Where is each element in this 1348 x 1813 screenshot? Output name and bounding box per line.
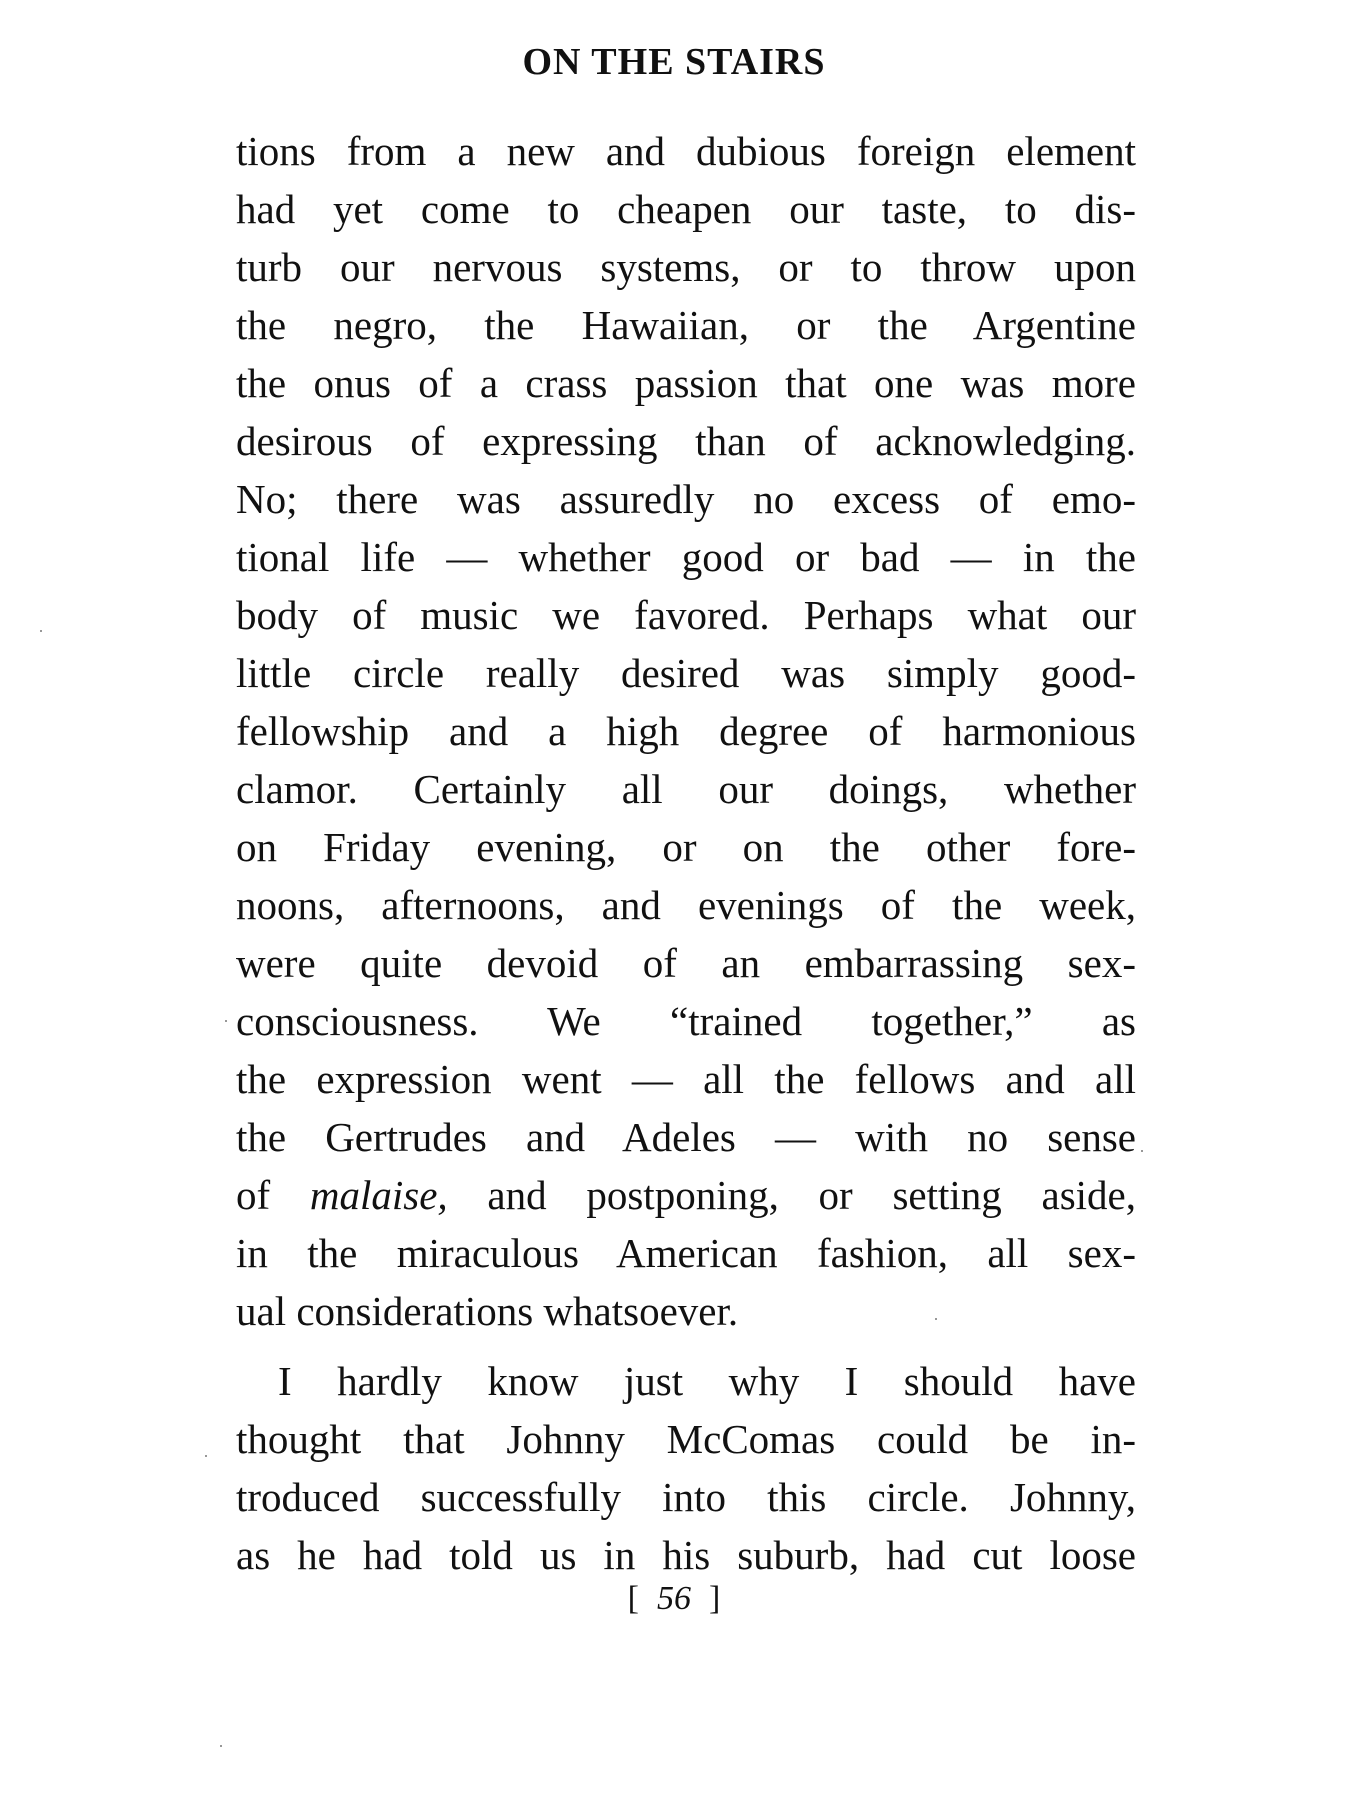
- italic-word: malaise,: [309, 1172, 448, 1218]
- text-line: consciousness. We “trained together,” as: [236, 998, 1136, 1044]
- text-line: were quite devoid of an embarrassing sex-: [236, 940, 1136, 986]
- text-line: had yet come to cheapen our taste, to dis-: [236, 186, 1136, 232]
- text-fragment: of: [236, 1172, 310, 1218]
- text-line: turb our nervous systems, or to throw upon: [236, 244, 1136, 290]
- folio-bracket-open: [: [627, 1580, 639, 1617]
- scan-speck: [935, 1318, 937, 1320]
- text-line: ual considerations whatsoever.: [236, 1288, 739, 1334]
- text-line: the expression went — all the fellows and all: [236, 1056, 1136, 1102]
- running-head: ON THE STAIRS: [522, 41, 826, 83]
- text-line: No; there was assuredly no excess of emo-: [236, 476, 1136, 522]
- text-line: clamor. Certainly all our doings, whether: [236, 766, 1136, 812]
- text-line: troduced successfully into this circle. Johnny,: [236, 1474, 1136, 1520]
- scan-speck: [40, 630, 42, 632]
- folio-bracket-close: ]: [709, 1580, 721, 1617]
- paragraph-gap: [236, 1340, 1136, 1352]
- text-line: tions from a new and dubious foreign element: [236, 128, 1136, 174]
- text-line-malaise: [236, 1166, 1136, 1224]
- text-line: desirous of expressing than of acknowledging.: [236, 418, 1136, 464]
- text-line: on Friday evening, or on the other fore-: [236, 824, 1136, 870]
- text-line: little circle really desired was simply good-: [236, 650, 1136, 696]
- scan-speck: [220, 1745, 222, 1747]
- text-line: in the miraculous American fashion, all sex-: [236, 1230, 1136, 1276]
- text-line: the Gertrudes and Adeles — with no sense: [236, 1114, 1136, 1160]
- text-line: as he had told us in his suburb, had cut loose: [236, 1532, 1136, 1578]
- text-line: fellowship and a high degree of harmonious: [236, 708, 1136, 754]
- scan-speck: [205, 1455, 207, 1457]
- scan-speck: [225, 1020, 227, 1022]
- folio-number: 56: [657, 1580, 691, 1617]
- text-line: the onus of a crass passion that one was more: [236, 360, 1136, 406]
- text-line: tional life — whether good or bad — in the: [236, 534, 1136, 580]
- text-line: noons, afternoons, and evenings of the week,: [236, 882, 1136, 928]
- text-line: I hardly know just why I should have: [278, 1358, 1136, 1404]
- text-line: body of music we favored. Perhaps what our: [236, 592, 1136, 638]
- body-text: [236, 122, 1136, 1584]
- text-line: thought that Johnny McComas could be in-: [236, 1416, 1136, 1462]
- scan-speck: [1141, 1150, 1143, 1152]
- text-fragment: and postponing, or setting aside,: [447, 1172, 1136, 1218]
- page-number: [0, 1580, 1348, 1618]
- text-line: the negro, the Hawaiian, or the Argentine: [236, 302, 1136, 348]
